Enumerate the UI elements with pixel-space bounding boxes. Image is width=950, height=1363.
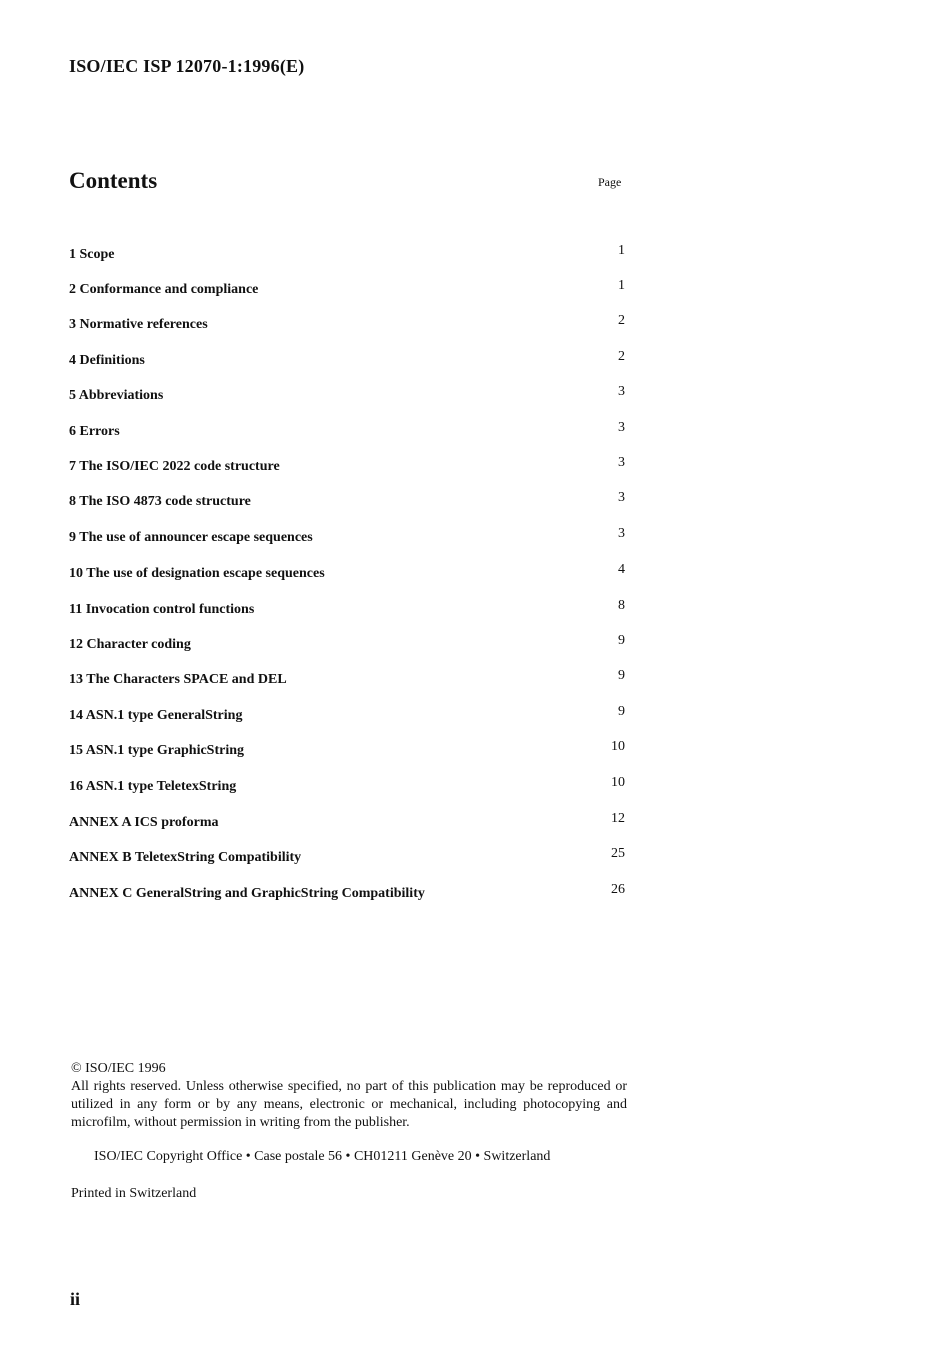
toc-entry[interactable] — [69, 811, 629, 833]
toc-entry-title: 6 Errors — [69, 424, 120, 439]
printed-in: Printed in Switzerland — [71, 1186, 197, 1201]
toc-entry[interactable] — [69, 775, 629, 797]
toc-entry[interactable] — [69, 882, 629, 904]
document-id: ISO/IEC ISP 12070-1:1996(E) — [69, 56, 305, 76]
toc-entry-title: 16 ASN.1 type TeletexString — [69, 779, 237, 794]
page-column-heading: Page — [598, 175, 622, 189]
toc-entry-title: ANNEX C GeneralString and GraphicString Compatibility — [69, 886, 425, 901]
toc-entry[interactable] — [69, 420, 629, 442]
toc-entry-page: 1 — [618, 243, 625, 258]
rights-statement: All rights reserved. Unless otherwise specified, no part of this publication may be reproduced or utilized in any form or by any means, electronic or mechanical, including photocopying and microfilm, without permission in writing from the publisher. — [71, 1079, 627, 1130]
toc-entry-title: 2 Conformance and compliance — [69, 282, 259, 297]
copyright-notice: © ISO/IEC 1996 — [71, 1061, 166, 1076]
toc-entry[interactable] — [69, 846, 629, 868]
toc-entry-page: 3 — [618, 455, 625, 470]
toc-entry-title: 13 The Characters SPACE and DEL — [69, 672, 287, 687]
toc-entry-title: 14 ASN.1 type GeneralString — [69, 708, 243, 723]
toc-entry-title: 3 Normative references — [69, 317, 208, 332]
copyright-block — [71, 1060, 627, 1132]
toc-entry[interactable] — [69, 455, 629, 477]
toc-entry-title: 15 ASN.1 type GraphicString — [69, 743, 245, 758]
toc-entry-title: 1 Scope — [69, 247, 115, 262]
toc-entry-page: 9 — [618, 704, 625, 719]
toc-entry-title: 5 Abbreviations — [69, 388, 164, 403]
toc-entry-page: 12 — [611, 811, 625, 826]
toc-entry[interactable] — [69, 313, 629, 335]
toc-entry[interactable] — [69, 739, 629, 761]
toc-entry[interactable] — [69, 598, 629, 620]
toc-entry-page: 9 — [618, 633, 625, 648]
toc-entry[interactable] — [69, 384, 629, 406]
toc-entry-page: 2 — [618, 349, 625, 364]
toc-entry-title: ANNEX B TeletexString Compatibility — [69, 850, 302, 865]
toc-entry-title: 9 The use of announcer escape sequences — [69, 530, 313, 545]
toc-entry-title: ANNEX A ICS proforma — [69, 815, 219, 830]
toc-entry[interactable] — [69, 490, 629, 512]
toc-entry[interactable] — [69, 562, 629, 584]
toc-entry-page: 2 — [618, 313, 625, 328]
toc-entry-title: 11 Invocation control functions — [69, 602, 255, 617]
toc-entry-title: 4 Definitions — [69, 353, 145, 368]
page-number: ii — [70, 1289, 81, 1309]
toc-entry-page: 9 — [618, 668, 625, 683]
toc-entry[interactable] — [69, 668, 629, 690]
toc-entry[interactable] — [69, 526, 629, 548]
toc-entry-page: 25 — [611, 846, 625, 861]
toc-entry-page: 8 — [618, 598, 625, 613]
copyright-office-address: ISO/IEC Copyright Office • Case postale 56 • CH01211 Genève 20 • Switzerland — [94, 1149, 551, 1164]
toc-entry-page: 10 — [611, 739, 625, 754]
toc-entry-page: 3 — [618, 420, 625, 435]
toc-entry[interactable] — [69, 704, 629, 726]
toc-entry-page: 10 — [611, 775, 625, 790]
toc-entry-page: 3 — [618, 526, 625, 541]
toc-entry-title: 8 The ISO 4873 code structure — [69, 494, 251, 509]
toc-entry-title: 12 Character coding — [69, 637, 191, 652]
toc-entry[interactable] — [69, 278, 629, 300]
toc-entry-page: 3 — [618, 490, 625, 505]
toc-entry[interactable] — [69, 349, 629, 371]
toc-entry-title: 7 The ISO/IEC 2022 code structure — [69, 459, 280, 474]
contents-title: Contents — [69, 168, 158, 193]
toc-entry-page: 1 — [618, 278, 625, 293]
toc-entry-page: 3 — [618, 384, 625, 399]
toc-entry-page: 4 — [618, 562, 625, 577]
toc-entry-page: 26 — [611, 882, 625, 897]
toc-entry-title: 10 The use of designation escape sequences — [69, 566, 325, 581]
toc-entry[interactable] — [69, 633, 629, 655]
toc-entry[interactable] — [69, 243, 629, 265]
